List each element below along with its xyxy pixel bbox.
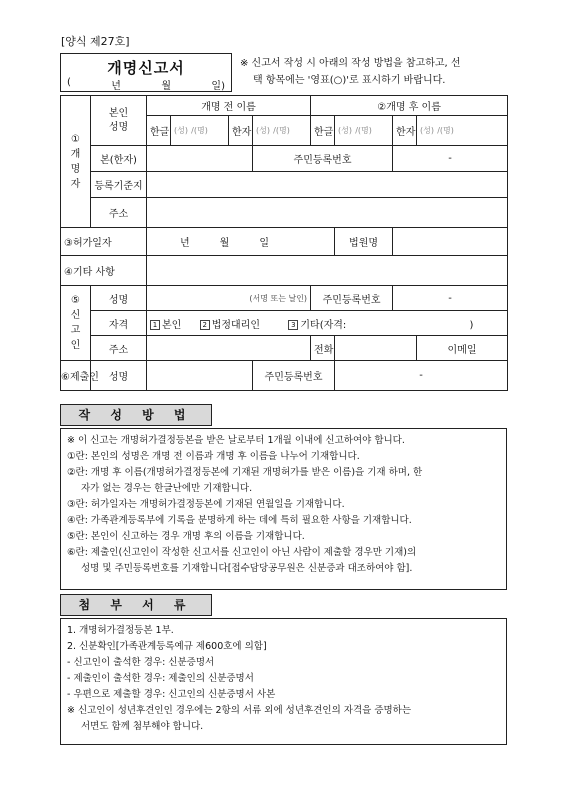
permit-date-label: ③허가일자 bbox=[61, 228, 147, 256]
other-items-label: ④기타 사항 bbox=[61, 256, 147, 286]
address-field[interactable] bbox=[147, 198, 508, 228]
after-hangul-label: 한글 bbox=[311, 116, 335, 146]
attach-line: - 우편으로 제출할 경우: 신고인의 신분증명서 사본 bbox=[67, 689, 276, 700]
reporter-name-field[interactable]: (서명 또는 날인) bbox=[147, 286, 311, 311]
checkbox-legal-rep-icon: 2 bbox=[200, 320, 210, 330]
qual-option-self[interactable]: 1 본인 bbox=[150, 320, 181, 331]
attach-line: 1. 개명허가결정등본 1부. bbox=[67, 625, 174, 636]
reporter-resident-label: 주민등록번호 bbox=[311, 286, 393, 311]
method-line: ④란: 가족관계등록부에 기록을 분명하게 하는 데에 특히 필요한 사항을 기재합니다. bbox=[67, 515, 412, 526]
submitter-resident-label: 주민등록번호 bbox=[253, 361, 335, 391]
attach-line: ※ 신고인이 성년후견인인 경우에는 2항의 서류 외에 성년후견인의 자격을 증명하는 bbox=[67, 705, 412, 716]
method-line: ②란: 개명 후 이름(개명허가결정등본에 기재된 개명허가를 받은 이름)을 기재 하며, 한 bbox=[67, 467, 423, 478]
method-line: ①란: 본인의 성명은 개명 전 이름과 개명 후 이름을 나누어 기재합니다. bbox=[67, 451, 360, 462]
submitter-label: ⑥제출인 bbox=[61, 361, 91, 391]
before-hanja-field[interactable]: (성) /(명) bbox=[253, 116, 311, 146]
attach-heading: 첨 부 서 류 bbox=[60, 594, 212, 616]
court-field[interactable] bbox=[393, 228, 508, 256]
before-hangul-label: 한글 bbox=[147, 116, 171, 146]
permit-date-field[interactable]: 년 월 일 bbox=[147, 228, 335, 256]
method-line: ⑥란: 제출인(신고인이 작성한 신고서를 신고인이 아닌 사람이 제출할 경우만 기재)의 bbox=[67, 547, 417, 558]
instruction-notice bbox=[240, 55, 508, 89]
before-name-header: 개명 전 이름 bbox=[147, 96, 311, 116]
registry-base-label: 등록기준지 bbox=[91, 172, 147, 198]
before-hanja-label: 한자 bbox=[229, 116, 253, 146]
method-line: 자가 없는 경우는 한글난에만 기재합니다. bbox=[81, 483, 253, 494]
form-number-label: [양식 제27호] bbox=[61, 35, 130, 48]
date-month-label: 월 bbox=[161, 81, 172, 92]
other-items-field[interactable] bbox=[147, 256, 508, 286]
phone-label: 전화 bbox=[311, 336, 335, 361]
method-line: 성명 및 주민등록번호를 기재합니다[접수담당공무원은 신분증과 대조하여야 함]. bbox=[81, 563, 413, 574]
notice-line-1: ※ 신고서 작성 시 아래의 작성 방법을 참고하고, 선 bbox=[240, 58, 461, 69]
reporter-section-label: ⑤ 신 고 인 bbox=[61, 286, 91, 361]
after-hanja-label: 한자 bbox=[393, 116, 417, 146]
resident-number-field[interactable]: - bbox=[393, 146, 508, 172]
registry-base-field[interactable] bbox=[147, 172, 508, 198]
main-form-table bbox=[60, 95, 508, 391]
method-box bbox=[60, 428, 507, 590]
attach-line: 2. 신분확인[가족관계등록예규 제600호에 의함] bbox=[67, 641, 267, 652]
submitter-name-label: 성명 bbox=[91, 361, 147, 391]
reporter-resident-field[interactable]: - bbox=[393, 286, 508, 311]
attach-line: - 제출인이 출석한 경우: 제출인의 신분증명서 bbox=[67, 673, 254, 684]
form-title: 개명신고서 bbox=[107, 59, 185, 77]
checkbox-other-icon: 3 bbox=[288, 320, 298, 330]
after-hangul-field[interactable]: (성) /(명) bbox=[335, 116, 393, 146]
title-box bbox=[60, 53, 232, 92]
person-name-label: 본인 성명 bbox=[91, 96, 147, 146]
reporter-name-label: 성명 bbox=[91, 286, 147, 311]
qualification-options: 1 본인 2 법정대리인 3 기타(자격: ) bbox=[147, 311, 508, 336]
title-date-row bbox=[67, 77, 225, 92]
checkbox-self-icon: 1 bbox=[150, 320, 160, 330]
submitter-name-field[interactable] bbox=[147, 361, 253, 391]
date-year-label: 년 bbox=[111, 81, 121, 92]
attach-line: - 신고인이 출석한 경우: 신분증명서 bbox=[67, 657, 215, 668]
attach-line: 서면도 함께 첨부해야 합니다. bbox=[81, 721, 204, 732]
reporter-address-label: 주소 bbox=[91, 336, 147, 361]
qualification-label: 자격 bbox=[91, 311, 147, 336]
origin-field[interactable] bbox=[147, 146, 253, 172]
qual-option-legal-rep[interactable]: 2 법정대리인 bbox=[200, 320, 260, 331]
address-label: 주소 bbox=[91, 198, 147, 228]
renamee-section-label: ① 개 명 자 bbox=[61, 96, 91, 228]
before-hangul-field[interactable]: (성) /(명) bbox=[171, 116, 229, 146]
method-line: ※ 이 신고는 개명허가결정등본을 받은 날로부터 1개월 이내에 신고하여야 합니다. bbox=[67, 435, 405, 446]
attach-box bbox=[60, 618, 507, 745]
phone-field[interactable] bbox=[335, 336, 417, 361]
after-name-header: ②개명 후 이름 bbox=[311, 96, 508, 116]
notice-line-2: 택 항목에는 '영표(○)'로 표시하기 바랍니다. bbox=[253, 75, 446, 86]
reporter-address-field[interactable] bbox=[147, 336, 311, 361]
submitter-resident-field[interactable]: - bbox=[335, 361, 508, 391]
court-label: 법원명 bbox=[335, 228, 393, 256]
method-line: ⑤란: 본인이 신고하는 경우 개명 후의 이름을 기재합니다. bbox=[67, 531, 305, 542]
email-label: 이메일 bbox=[417, 336, 508, 361]
resident-number-label: 주민등록번호 bbox=[253, 146, 393, 172]
after-hanja-field[interactable]: (성) /(명) bbox=[417, 116, 508, 146]
method-heading: 작 성 방 법 bbox=[60, 404, 212, 426]
method-line: ③란: 허가일자는 개명허가결정등본에 기재된 연월일을 기재합니다. bbox=[67, 499, 345, 510]
date-day-label: 일) bbox=[211, 81, 225, 92]
date-open: ( bbox=[67, 77, 71, 88]
origin-label: 본(한자) bbox=[91, 146, 147, 172]
qual-option-other[interactable]: 3 기타(자격: bbox=[288, 320, 346, 331]
